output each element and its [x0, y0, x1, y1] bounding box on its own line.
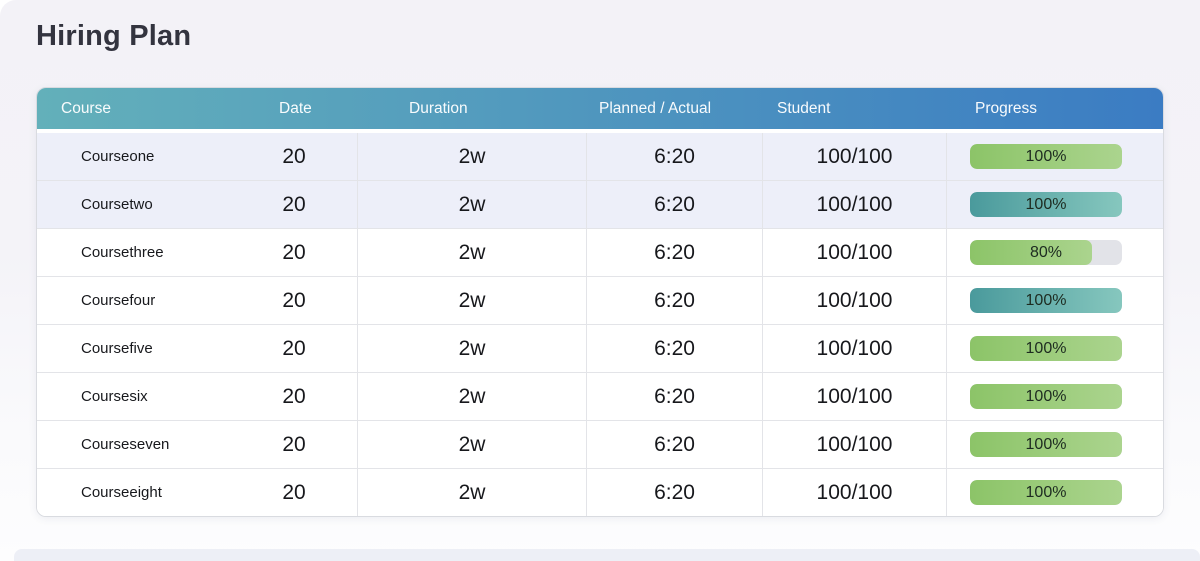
student-cell: 100/100: [762, 181, 946, 228]
progress-cell: [946, 229, 1163, 276]
course-cell: Coursefive: [81, 340, 153, 357]
progress-bar: [970, 192, 1122, 217]
progress-cell: [946, 181, 1163, 228]
duration-cell: 2w: [357, 373, 586, 420]
course-cell: Courseeight: [81, 484, 162, 501]
planned-actual-cell: 6:20: [586, 373, 762, 420]
table-row[interactable]: [37, 421, 1163, 469]
duration-cell: 2w: [357, 325, 586, 372]
date-cell: 20: [282, 192, 306, 216]
column-header-duration[interactable]: Duration: [409, 99, 468, 117]
table-body: [37, 129, 1163, 516]
progress-percentage-label: 100%: [1025, 291, 1067, 309]
planned-actual-cell: 6:20: [586, 325, 762, 372]
progress-percentage-label: 100%: [1025, 483, 1067, 501]
course-cell: Coursetwo: [81, 196, 153, 213]
table-row[interactable]: [37, 181, 1163, 229]
progress-bar: [970, 384, 1122, 409]
progress-percentage-label: 100%: [1025, 435, 1067, 453]
date-cell: 20: [282, 336, 306, 360]
column-header-student[interactable]: Student: [777, 99, 831, 117]
progress-percentage-label: 100%: [1025, 339, 1067, 357]
progress-cell: [946, 373, 1163, 420]
planned-actual-cell: 6:20: [586, 181, 762, 228]
progress-bar: [970, 144, 1122, 169]
column-header-planned-actual[interactable]: Planned / Actual: [599, 99, 712, 117]
student-cell: 100/100: [762, 133, 946, 180]
table-row[interactable]: [37, 325, 1163, 373]
progress-bar: [970, 480, 1122, 505]
course-cell: Courseseven: [81, 436, 170, 453]
progress-cell: [946, 469, 1163, 516]
column-header-progress[interactable]: Progress: [975, 99, 1038, 117]
table-row[interactable]: [37, 133, 1163, 181]
progress-bar: [970, 336, 1122, 361]
date-cell: 20: [282, 480, 306, 504]
progress-percentage-label: 80%: [1029, 243, 1063, 261]
duration-cell: 2w: [357, 229, 586, 276]
course-cell: Coursethree: [81, 244, 164, 261]
progress-bar: [970, 432, 1122, 457]
date-cell: 20: [282, 432, 306, 456]
duration-cell: 2w: [357, 133, 586, 180]
student-cell: 100/100: [762, 421, 946, 468]
date-cell: 20: [282, 288, 306, 312]
planned-actual-cell: 6:20: [586, 277, 762, 324]
planned-actual-cell: 6:20: [586, 229, 762, 276]
bottom-panel-edge: [14, 549, 1200, 561]
progress-cell: [946, 325, 1163, 372]
progress-percentage-label: 100%: [1025, 147, 1067, 165]
progress-cell: [946, 421, 1163, 468]
progress-percentage-label: 100%: [1025, 387, 1067, 405]
date-cell: 20: [282, 144, 306, 168]
column-header-date[interactable]: Date: [279, 99, 312, 117]
duration-cell: 2w: [357, 469, 586, 516]
date-cell: 20: [282, 240, 306, 264]
date-cell: 20: [282, 384, 306, 408]
table-row[interactable]: [37, 469, 1163, 516]
table-row[interactable]: [37, 373, 1163, 421]
planned-actual-cell: 6:20: [586, 133, 762, 180]
student-cell: 100/100: [762, 469, 946, 516]
student-cell: 100/100: [762, 325, 946, 372]
progress-percentage-label: 100%: [1025, 195, 1067, 213]
duration-cell: 2w: [357, 277, 586, 324]
course-cell: Courseone: [81, 148, 155, 165]
hiring-plan-table: [36, 87, 1164, 517]
planned-actual-cell: 6:20: [586, 421, 762, 468]
duration-cell: 2w: [357, 421, 586, 468]
duration-cell: 2w: [357, 181, 586, 228]
progress-cell: [946, 133, 1163, 180]
course-cell: Coursesix: [81, 388, 148, 405]
student-cell: 100/100: [762, 373, 946, 420]
student-cell: 100/100: [762, 229, 946, 276]
table-header-row: [37, 88, 1163, 129]
course-cell: Coursefour: [81, 292, 156, 309]
planned-actual-cell: 6:20: [586, 469, 762, 516]
table-row[interactable]: [37, 229, 1163, 277]
column-header-course[interactable]: Course: [61, 99, 111, 117]
progress-bar: [970, 240, 1122, 265]
page-title: Hiring Plan: [36, 20, 192, 52]
student-cell: 100/100: [762, 277, 946, 324]
table-row[interactable]: [37, 277, 1163, 325]
progress-bar: [970, 288, 1122, 313]
progress-cell: [946, 277, 1163, 324]
